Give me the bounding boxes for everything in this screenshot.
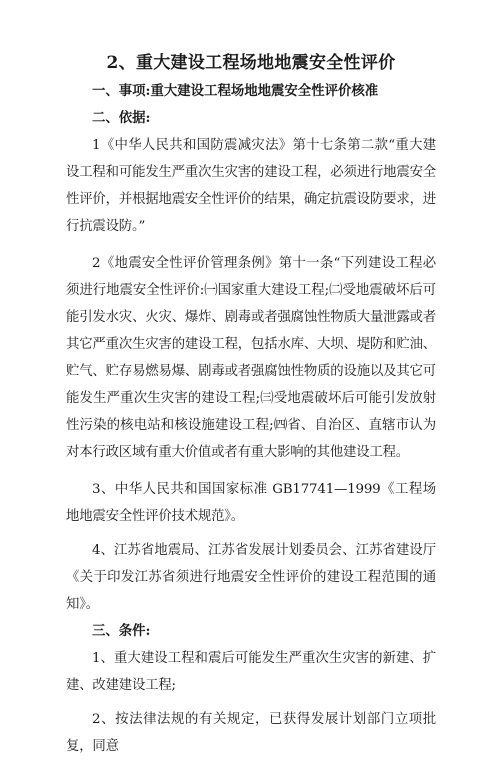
- spacer: [66, 699, 436, 706]
- spacer: [66, 240, 436, 250]
- basis-paragraph-1: 1《中华人民共和国防震减灾法》第十七条第二款“重大建设工程和可能发生严重次生灾害的建设工程，必须进行地震安全性评价，并根据地震安全性评价的结果，确定抗震设防要求，进行抗震设防。”: [66, 138, 436, 234]
- section-heading-conditions: 三、条件:: [92, 623, 151, 639]
- basis-paragraph-3: 3、中华人民共和国国家标准 GB17741—1999《工程场地地震安全性评价技术规范》。: [66, 482, 436, 524]
- basis-paragraph-2: 2《地震安全性评价管理条例》第十一条“下列建设工程必须进行地震安全性评价:㈠国家重大建设工程;㈡受地震破坏后可能引发水灾、火灾、爆炸、剧毒或者强腐蚀性物质大量泄露或者其它严重次生灾害的建设工程，包括水库、大坝、堤防和贮油、贮气、贮存易燃易爆、剧毒或者强腐蚀性物质的设施以及其它可能发生严重次生灾害的建设工程;㈢受地震破坏后可能引发放射性污染的核电站和核设施建设工程;㈣省、自治区、直辖市认为对本行政区域有重大价值或者有重大影响的其他建设工程。: [66, 256, 436, 460]
- condition-paragraph-2: 2、按法律法规的有关规定，已获得发展计划部门立项批复，同意: [66, 712, 436, 754]
- spacer: [66, 530, 436, 537]
- section-heading-matter: 一、事项:重大建设工程场地地震安全性评价核准: [92, 83, 379, 99]
- basis-paragraph-4: 4、江苏省地震局、江苏省发展计划委员会、江苏省建设厅《关于印发江苏省须进行地震安全性评价的建设工程范围的通知》。: [66, 543, 436, 612]
- section-heading-basis: 二、依据:: [92, 110, 151, 126]
- document-body: [66, 78, 436, 760]
- spacer: [66, 466, 436, 476]
- document-title: 2、重大建设工程场地地震安全性评价: [106, 53, 396, 73]
- condition-paragraph-1: 1、重大建设工程和震后可能发生严重次生灾害的新建、扩建、改建建设工程;: [66, 651, 436, 693]
